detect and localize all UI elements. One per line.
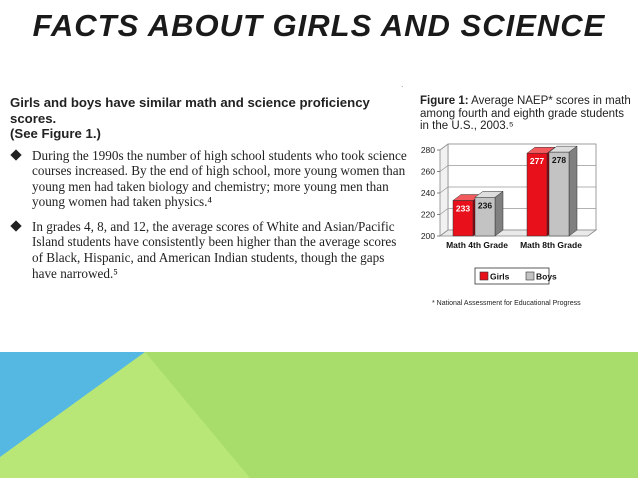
bar-value-label: 236 — [477, 200, 493, 211]
y-tick-label: 200 — [420, 231, 435, 241]
y-tick-label: 260 — [420, 166, 435, 177]
figure-caption-text: Average NAEP* scores in math among fourth and eighth grade students in the U.S., 2003.⁵ — [420, 95, 631, 133]
content-block — [10, 95, 410, 290]
figure-label: Figure 1: — [420, 95, 469, 107]
bar-value-label: 278 — [551, 155, 567, 166]
legend-label: Boys — [536, 271, 557, 282]
y-tick-label: 220 — [420, 209, 435, 220]
legend-swatch — [480, 272, 488, 280]
y-tick-label: 240 — [420, 188, 435, 198]
bullet-item — [10, 148, 410, 210]
intro-heading — [10, 95, 410, 142]
diamond-bullet-icon — [10, 220, 21, 231]
y-tick-label: 280 — [420, 145, 435, 155]
figure-caption — [420, 95, 635, 133]
decorative-bottom-band — [0, 352, 638, 478]
intro-line-2: (See Figure 1.) — [10, 126, 101, 141]
bar-side — [569, 146, 577, 236]
bullet-item — [10, 219, 410, 281]
bullet-text: In grades 4, 8, and 12, the average scores of White and Asian/Pacific Island students have consistently been higher than the average scores of Black, Hispanic, and American Indian students, though the gaps have narrowed.⁵ — [32, 218, 397, 281]
bar-value-label: 277 — [529, 156, 545, 167]
legend-swatch — [526, 272, 534, 280]
bullet-text: During the 1990s the number of high school students who took science courses increased. By the end of high school, more young women than young men had taken biology and chemistry; more young men than young women had taken physics.⁴ — [32, 147, 407, 210]
decor-mark: . — [401, 80, 404, 89]
x-tick-label: Math 4th Grade — [446, 240, 508, 250]
intro-line-1: Girls and boys have similar math and science proficiency scores. — [10, 95, 370, 126]
bar-side — [495, 191, 503, 236]
bar-value-label: 233 — [455, 203, 471, 214]
bar-chart — [418, 140, 623, 292]
legend-label: Girls — [490, 271, 510, 282]
slide-title: FACTS ABOUT GIRLS AND SCIENCE — [32, 8, 606, 43]
x-tick-label: Math 8th Grade — [520, 240, 582, 250]
figure-footnote: * National Assessment for Educational Progress — [432, 300, 581, 307]
diamond-bullet-icon — [10, 149, 21, 160]
